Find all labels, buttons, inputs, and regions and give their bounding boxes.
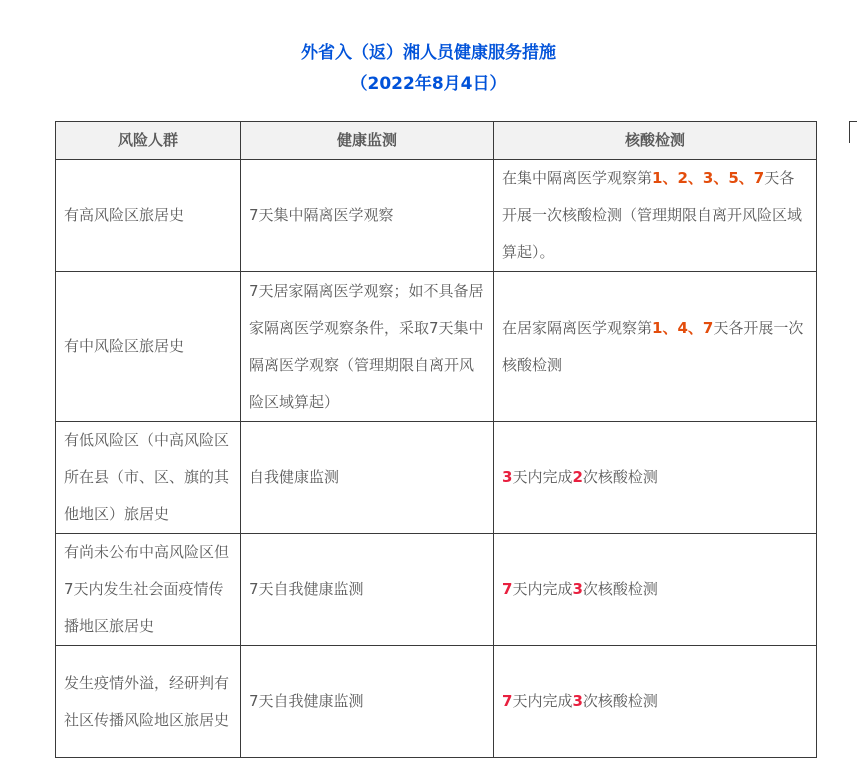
test-mid: 天内完成: [512, 468, 573, 486]
cell-risk-group: 发生疫情外溢，经研判有社区传播风险地区旅居史: [56, 646, 241, 758]
test-prefix: 在集中隔离医学观察第: [502, 169, 653, 187]
test-end: 次核酸检测: [582, 692, 658, 710]
header-health-monitoring: 健康监测: [241, 122, 494, 160]
test-days: 1、4、7: [652, 318, 714, 337]
table-row-unpublished-area: [56, 534, 817, 646]
page-title: [0, 38, 857, 100]
test-end: 次核酸检测: [582, 580, 658, 598]
test-suffix: 天各开展一次核酸检测: [502, 318, 804, 374]
table-row-low-risk: [56, 422, 817, 534]
cell-monitoring: 7天自我健康监测: [241, 646, 494, 758]
test-days-count: 7: [502, 692, 513, 710]
cell-nucleic-test: [494, 160, 817, 272]
table-header-row: [56, 122, 817, 160]
test-times-count: 3: [572, 692, 583, 710]
cell-nucleic-test: [494, 534, 817, 646]
header-nucleic-test: 核酸检测: [494, 122, 817, 160]
cell-monitoring: 自我健康监测: [241, 422, 494, 534]
measures-table: [55, 121, 817, 758]
test-suffix: 天各开展一次核酸检测（管理期限自离开风险区域算起）。: [502, 169, 803, 261]
header-risk-group: 风险人群: [56, 122, 241, 160]
test-times-count: 3: [572, 580, 583, 598]
test-days: 1、2、3、5、7: [652, 169, 765, 187]
cell-nucleic-test: [494, 422, 817, 534]
cell-risk-group: 有尚未公布中高风险区但7天内发生社会面疫情传播地区旅居史: [56, 534, 241, 646]
test-end: 次核酸检测: [582, 468, 658, 486]
table-row-spillover-area: [56, 646, 817, 758]
cell-nucleic-test: [494, 272, 817, 422]
title-line-1: 外省入（返）湘人员健康服务措施: [301, 43, 556, 63]
cell-risk-group: 有低风险区（中高风险区所在县（市、区、旗的其他地区）旅居史: [56, 422, 241, 534]
table-row-medium-risk: [56, 272, 817, 422]
table-row-high-risk: [56, 160, 817, 272]
test-times-count: 2: [572, 468, 583, 486]
cell-risk-group: 有中风险区旅居史: [56, 272, 241, 422]
cell-monitoring: 7天集中隔离医学观察: [241, 160, 494, 272]
test-days-count: 7: [502, 580, 513, 598]
cell-monitoring: 7天自我健康监测: [241, 534, 494, 646]
cell-monitoring: 7天居家隔离医学观察；如不具备居家隔离医学观察条件，采取7天集中隔离医学观察（管理期限自离开风险区域算起）: [241, 272, 494, 422]
test-days-count: 3: [502, 468, 513, 486]
test-mid: 天内完成: [512, 692, 573, 710]
test-prefix: 在居家隔离医学观察第: [502, 318, 653, 337]
cell-risk-group: 有高风险区旅居史: [56, 160, 241, 272]
cell-nucleic-test: [494, 646, 817, 758]
adjacent-table-edge: [849, 121, 857, 143]
title-line-2: （2022年8月4日）: [350, 74, 507, 94]
test-mid: 天内完成: [512, 580, 573, 598]
